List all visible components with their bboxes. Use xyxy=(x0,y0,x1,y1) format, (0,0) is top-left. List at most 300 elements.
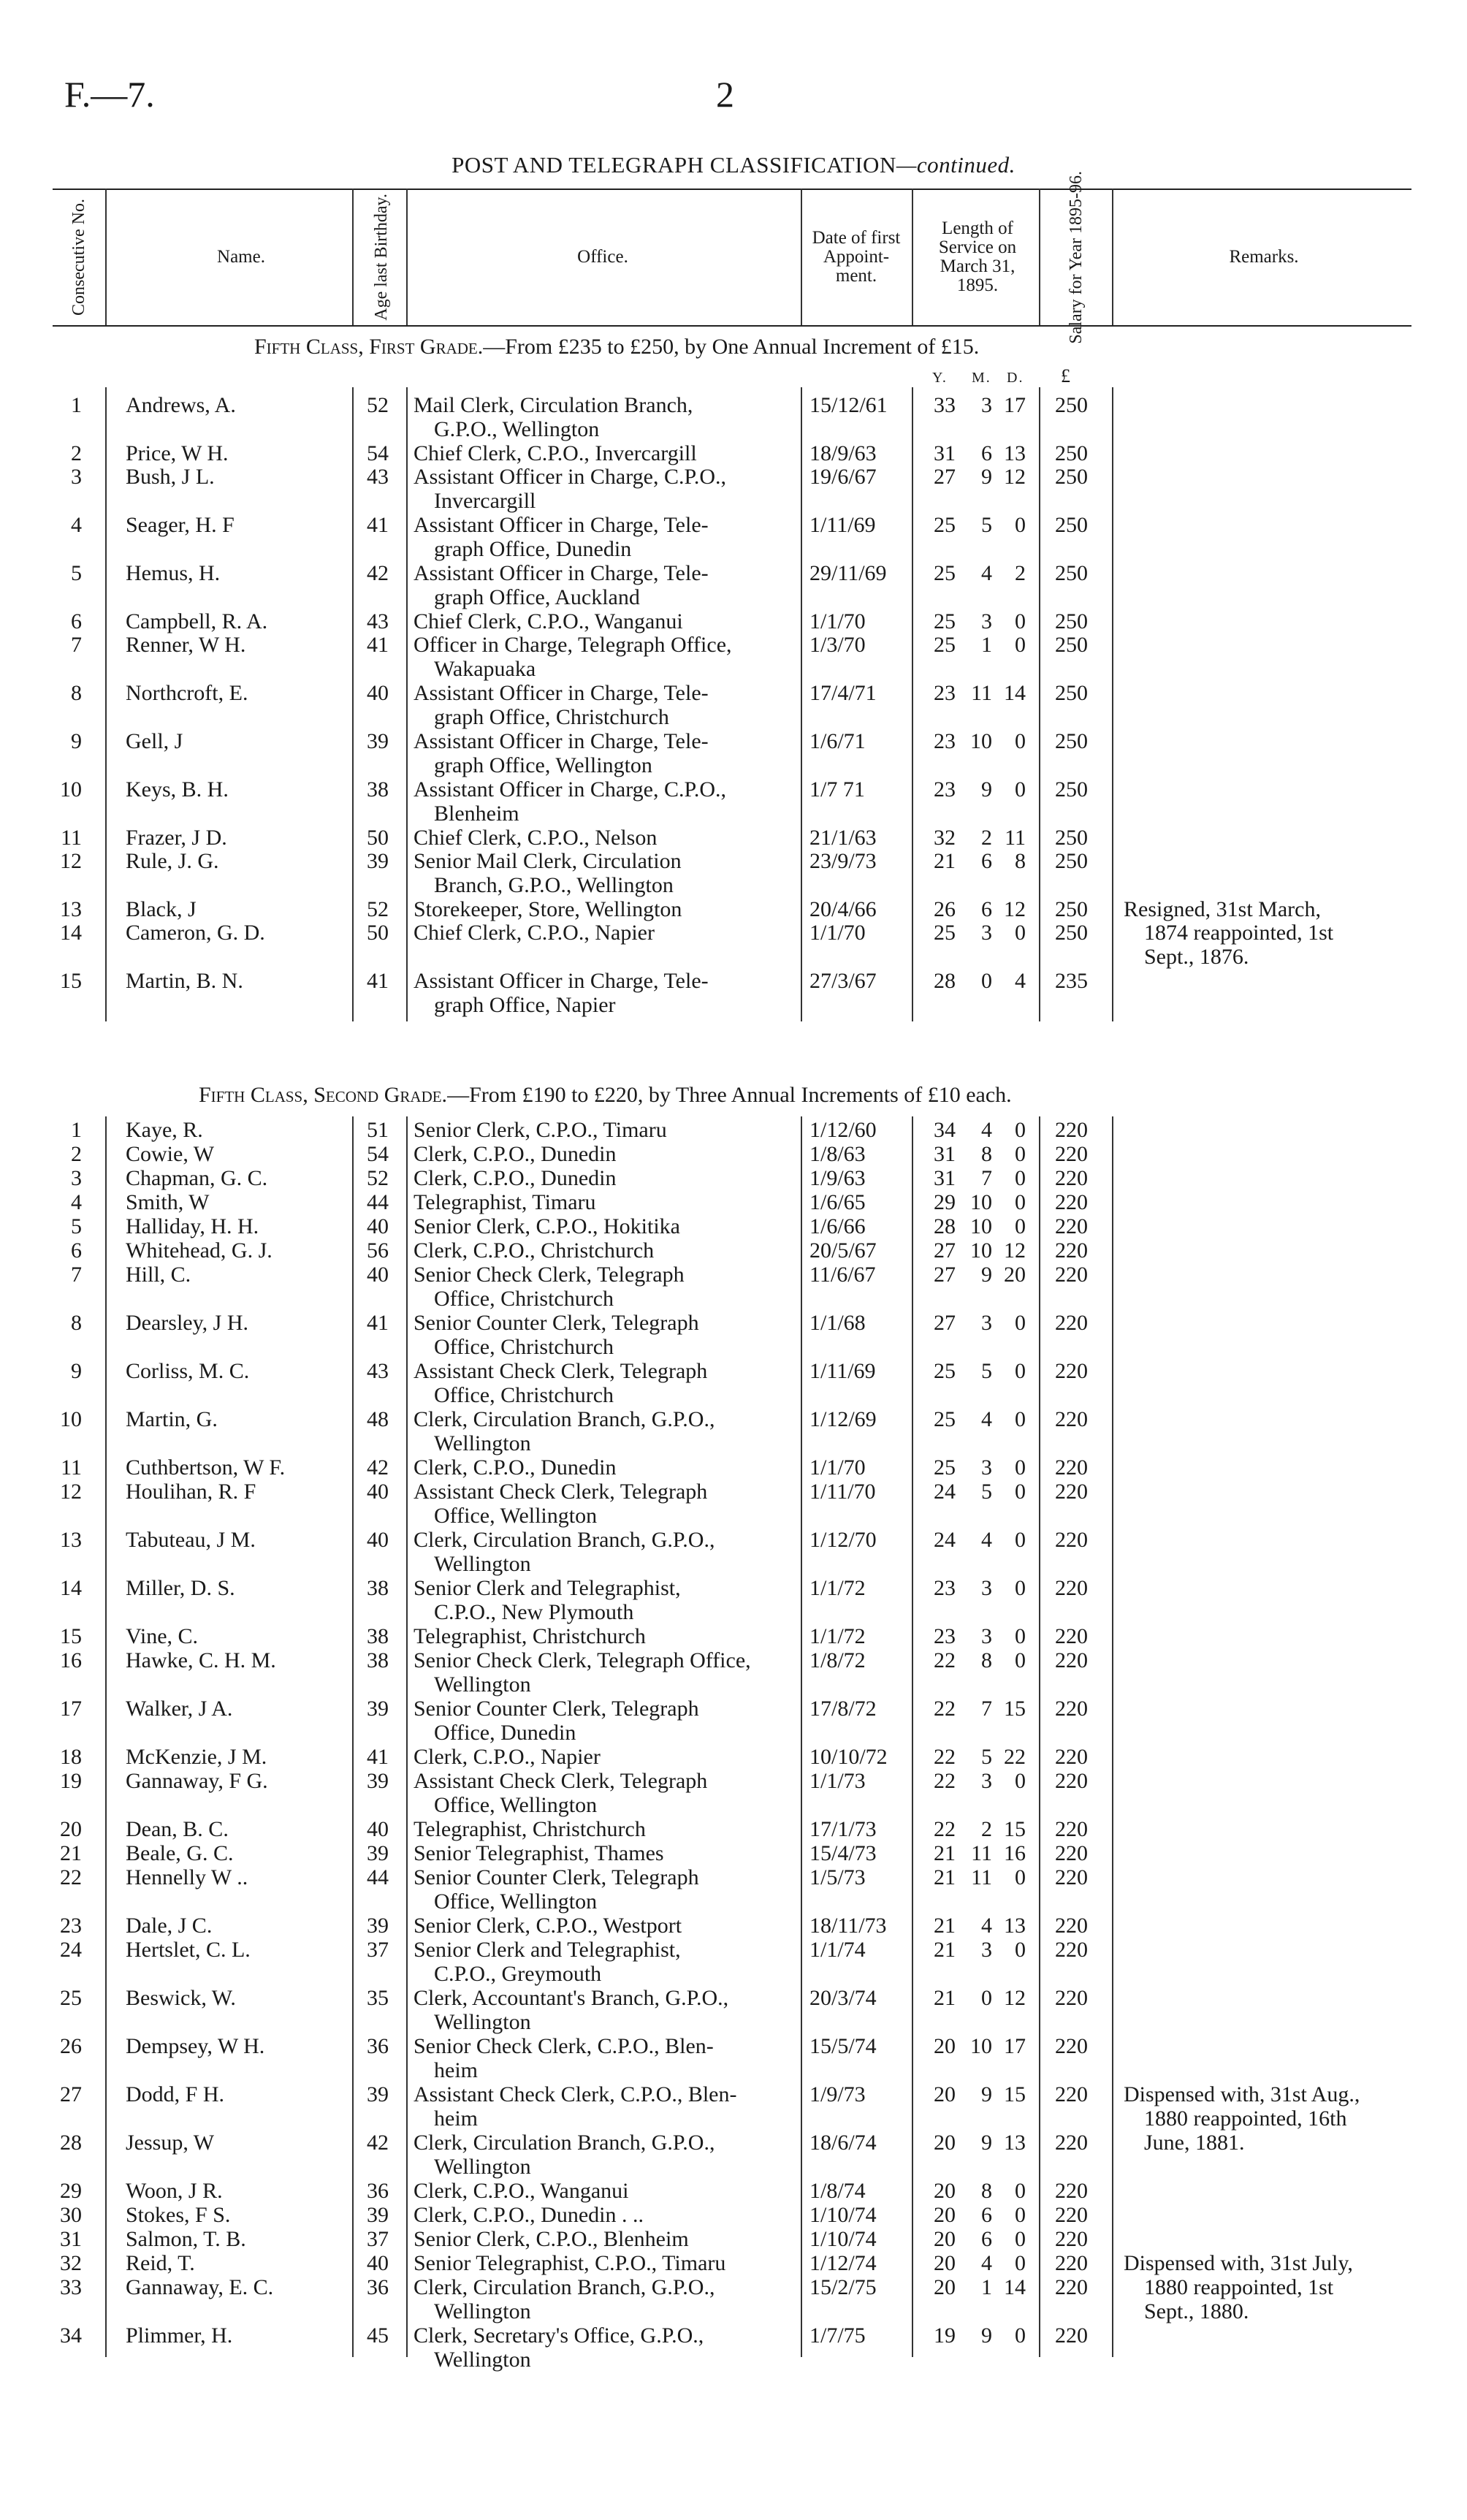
salary: 220 xyxy=(1055,2082,1088,2106)
row-number: 21 xyxy=(60,1841,82,1865)
office-line-2: C.P.O., Greymouth xyxy=(434,1962,602,1986)
service-days: 4 xyxy=(1015,969,1026,993)
service-years: 33 xyxy=(934,393,956,417)
appointment-date: 15/2/75 xyxy=(809,2275,877,2299)
salary: 220 xyxy=(1055,2179,1088,2203)
row-number: 4 xyxy=(71,1190,82,1214)
row-number: 6 xyxy=(71,609,82,633)
service-years: 21 xyxy=(934,1914,956,1938)
office xyxy=(414,2034,795,2082)
row-number: 30 xyxy=(60,2203,82,2227)
rule-no-name-header xyxy=(105,189,107,325)
office-line-1: Clerk, C.P.O., Wanganui xyxy=(414,2179,629,2203)
age: 41 xyxy=(367,513,389,537)
service-years: 27 xyxy=(934,1238,956,1263)
office xyxy=(414,2227,795,2251)
salary: 220 xyxy=(1055,1455,1088,1480)
appointment-date: 19/6/67 xyxy=(809,465,877,489)
office-line-2: Office, Christchurch xyxy=(434,1383,614,1407)
office-line-2: heim xyxy=(434,2106,478,2131)
appointment-date: 17/4/71 xyxy=(809,681,877,705)
office xyxy=(414,777,795,826)
row-number: 18 xyxy=(60,1745,82,1769)
office-line-1: Assistant Officer in Charge, Tele- xyxy=(414,561,709,585)
office xyxy=(414,1311,795,1359)
salary: 250 xyxy=(1055,921,1088,945)
office xyxy=(414,465,795,513)
office-line-1: Chief Clerk, C.P.O., Invercargill xyxy=(414,441,697,465)
age: 38 xyxy=(367,777,389,802)
service-months: 7 xyxy=(981,1166,992,1190)
service-months: 11 xyxy=(971,1841,992,1865)
service-years: 21 xyxy=(934,1841,956,1865)
row-number: 14 xyxy=(60,921,82,945)
row-number: 25 xyxy=(60,1986,82,2010)
service-days: 14 xyxy=(1004,681,1026,705)
employee-name: Gell, J xyxy=(126,729,183,753)
office-line-2: Blenheim xyxy=(434,802,519,826)
service-years: 21 xyxy=(934,1986,956,2010)
office-line-1: Senior Clerk, C.P.O., Blenheim xyxy=(414,2227,689,2251)
employee-name: Salmon, T. B. xyxy=(126,2227,246,2251)
service-days: 17 xyxy=(1004,393,1026,417)
service-months: 9 xyxy=(981,1263,992,1287)
office-line-1: Clerk, Circulation Branch, G.P.O., xyxy=(414,1528,715,1552)
rule-salary-remarks-s2 xyxy=(1112,1116,1113,2357)
salary: 250 xyxy=(1055,729,1088,753)
salary: 250 xyxy=(1055,393,1088,417)
age: 39 xyxy=(367,1914,389,1938)
row-number: 1 xyxy=(71,1118,82,1142)
appointment-date: 20/5/67 xyxy=(809,1238,877,1263)
age: 52 xyxy=(367,393,389,417)
age: 39 xyxy=(367,2203,389,2227)
remarks xyxy=(1124,921,1414,969)
service-years: 20 xyxy=(934,2179,956,2203)
employee-name: Tabuteau, J M. xyxy=(126,1528,256,1552)
age: 54 xyxy=(367,1142,389,1166)
service-years: 31 xyxy=(934,1166,956,1190)
salary: 250 xyxy=(1055,681,1088,705)
salary: 220 xyxy=(1055,1118,1088,1142)
office xyxy=(414,1455,795,1480)
service-years: 20 xyxy=(934,2082,956,2106)
service-years: 27 xyxy=(934,1311,956,1335)
salary: 220 xyxy=(1055,1359,1088,1383)
rule-no-name-s1 xyxy=(105,387,107,1021)
office xyxy=(414,633,795,681)
header-salary: Salary for Year 1895-96. xyxy=(1067,170,1086,344)
age: 39 xyxy=(367,729,389,753)
service-months: 8 xyxy=(981,1648,992,1672)
office-line-2: Invercargill xyxy=(434,489,536,513)
salary: 220 xyxy=(1055,2227,1088,2251)
appointment-date: 1/1/72 xyxy=(809,1624,866,1648)
service-months: 3 xyxy=(981,1455,992,1480)
service-years: 21 xyxy=(934,1938,956,1962)
salary: 220 xyxy=(1055,1311,1088,1335)
row-number: 31 xyxy=(60,2227,82,2251)
employee-name: Reid, T. xyxy=(126,2251,195,2275)
service-years: 23 xyxy=(934,1624,956,1648)
office-line-2: Office, Christchurch xyxy=(434,1287,614,1311)
salary: 220 xyxy=(1055,1214,1088,1238)
service-months: 9 xyxy=(981,2082,992,2106)
row-number: 13 xyxy=(60,897,82,921)
service-days: 0 xyxy=(1015,609,1026,633)
age: 54 xyxy=(367,441,389,465)
office-line-1: Chief Clerk, C.P.O., Wanganui xyxy=(414,609,683,633)
employee-name: Gannaway, F G. xyxy=(126,1769,268,1793)
service-days: 0 xyxy=(1015,2323,1026,2348)
section-1-title xyxy=(254,335,979,359)
appointment-date: 1/11/70 xyxy=(809,1480,876,1504)
service-days: 12 xyxy=(1004,1986,1026,2010)
office-line-1: Clerk, Circulation Branch, G.P.O., xyxy=(414,1407,715,1431)
employee-name: Houlihan, R. F xyxy=(126,1480,256,1504)
remarks-line-1: 1880 reappointed, 1st xyxy=(1144,2275,1334,2299)
service-years: 27 xyxy=(934,465,956,489)
appointment-date: 27/3/67 xyxy=(809,969,877,993)
service-years: 20 xyxy=(934,2203,956,2227)
service-months: 5 xyxy=(981,1480,992,1504)
section-1-increment: —From £235 to £250, by One Annual Increment of £15. xyxy=(483,335,980,359)
age: 44 xyxy=(367,1865,389,1889)
appointment-date: 1/1/73 xyxy=(809,1769,866,1793)
salary: 250 xyxy=(1055,777,1088,802)
office xyxy=(414,609,795,633)
employee-name: Cameron, G. D. xyxy=(126,921,265,945)
salary: 235 xyxy=(1055,969,1088,993)
row-number: 12 xyxy=(60,1480,82,1504)
service-years: 25 xyxy=(934,1407,956,1431)
salary: 220 xyxy=(1055,1697,1088,1721)
remarks-line-1: Dispensed with, 31st Aug., xyxy=(1124,2082,1360,2106)
service-months: 11 xyxy=(971,1865,992,1889)
header-name: Name. xyxy=(217,246,265,267)
employee-name: Hemus, H. xyxy=(126,561,221,585)
service-months: 8 xyxy=(981,1142,992,1166)
row-number: 3 xyxy=(71,465,82,489)
employee-name: Hawke, C. H. M. xyxy=(126,1648,276,1672)
age: 42 xyxy=(367,2131,389,2155)
header-bottom-rule xyxy=(53,325,1411,327)
age: 42 xyxy=(367,561,389,585)
office-line-1: Senior Clerk, C.P.O., Westport xyxy=(414,1914,682,1938)
salary: 220 xyxy=(1055,2251,1088,2275)
employee-name: Cowie, W xyxy=(126,1142,215,1166)
age: 36 xyxy=(367,2034,389,2058)
office xyxy=(414,1142,795,1166)
age: 50 xyxy=(367,921,389,945)
appointment-date: 1/6/71 xyxy=(809,729,866,753)
age: 45 xyxy=(367,2323,389,2348)
employee-name: Dempsey, W H. xyxy=(126,2034,265,2058)
service-months: 3 xyxy=(981,921,992,945)
appointment-date: 18/11/73 xyxy=(809,1914,887,1938)
office xyxy=(414,1914,795,1938)
service-years: 34 xyxy=(934,1118,956,1142)
service-months: 10 xyxy=(970,1190,992,1214)
office-line-1: Clerk, Circulation Branch, G.P.O., xyxy=(414,2275,715,2299)
service-years: 25 xyxy=(934,633,956,657)
employee-name: Hertslet, C. L. xyxy=(126,1938,251,1962)
remarks-line-1: June, 1881. xyxy=(1144,2131,1245,2155)
office-line-1: Mail Clerk, Circulation Branch, xyxy=(414,393,693,417)
office xyxy=(414,1841,795,1865)
salary: 220 xyxy=(1055,1769,1088,1793)
office-line-1: Assistant Officer in Charge, Tele- xyxy=(414,969,709,993)
service-days: 0 xyxy=(1015,1528,1026,1552)
age: 40 xyxy=(367,1817,389,1841)
office xyxy=(414,441,795,465)
service-days: 0 xyxy=(1015,1118,1026,1142)
appointment-date: 1/12/60 xyxy=(809,1118,877,1142)
rule-office-date-s1 xyxy=(801,387,802,1021)
office-line-2: graph Office, Auckland xyxy=(434,585,640,609)
office-line-1: Senior Telegraphist, C.P.O., Timaru xyxy=(414,2251,726,2275)
service-years: 20 xyxy=(934,2227,956,2251)
service-months: 8 xyxy=(981,2179,992,2203)
age: 39 xyxy=(367,1841,389,1865)
service-months: 11 xyxy=(971,681,992,705)
appointment-date: 17/1/73 xyxy=(809,1817,877,1841)
office-line-1: Assistant Officer in Charge, C.P.O., xyxy=(414,465,727,489)
service-years: 22 xyxy=(934,1745,956,1769)
office-line-1: Assistant Check Clerk, Telegraph xyxy=(414,1769,708,1793)
appointment-date: 1/12/74 xyxy=(809,2251,877,2275)
appointment-date: 1/3/70 xyxy=(809,633,866,657)
office xyxy=(414,1238,795,1263)
employee-name: Kaye, R. xyxy=(126,1118,203,1142)
rule-name-age-s2 xyxy=(352,1116,354,2357)
employee-name: Andrews, A. xyxy=(126,393,236,417)
office-line-1: Telegraphist, Timaru xyxy=(414,1190,596,1214)
page-number: 2 xyxy=(716,74,734,115)
office-line-2: graph Office, Napier xyxy=(434,993,616,1017)
service-months: 1 xyxy=(981,2275,992,2299)
age: 41 xyxy=(367,633,389,657)
service-days: 12 xyxy=(1004,465,1026,489)
office-line-1: Telegraphist, Christchurch xyxy=(414,1817,646,1841)
salary: 220 xyxy=(1055,1407,1088,1431)
salary: 220 xyxy=(1055,1576,1088,1600)
service-days: 0 xyxy=(1015,2251,1026,2275)
service-months: 4 xyxy=(981,1528,992,1552)
office-line-1: Clerk, C.P.O., Dunedin . .. xyxy=(414,2203,644,2227)
office-line-1: Senior Mail Clerk, Circulation xyxy=(414,849,682,873)
row-number: 15 xyxy=(60,969,82,993)
service-months: 4 xyxy=(981,1118,992,1142)
office xyxy=(414,1817,795,1841)
row-number: 9 xyxy=(71,1359,82,1383)
service-months: 9 xyxy=(981,777,992,802)
service-months: 3 xyxy=(981,1576,992,1600)
appointment-date: 18/9/63 xyxy=(809,441,877,465)
salary: 220 xyxy=(1055,1142,1088,1166)
office xyxy=(414,1190,795,1214)
appointment-date: 1/1/70 xyxy=(809,921,866,945)
office-line-1: Clerk, Accountant's Branch, G.P.O., xyxy=(414,1986,729,2010)
employee-name: Woon, J R. xyxy=(126,2179,223,2203)
office-line-1: Chief Clerk, C.P.O., Nelson xyxy=(414,826,658,850)
salary: 250 xyxy=(1055,633,1088,657)
appointment-date: 1/6/66 xyxy=(809,1214,866,1238)
employee-name: Vine, C. xyxy=(126,1624,199,1648)
employee-name: Corliss, M. C. xyxy=(126,1359,250,1383)
title-suffix: —continued. xyxy=(896,152,1016,178)
employee-name: Chapman, G. C. xyxy=(126,1166,268,1190)
office-line-1: Clerk, C.P.O., Dunedin xyxy=(414,1142,617,1166)
service-months: 0 xyxy=(981,1986,992,2010)
service-months: 9 xyxy=(981,2323,992,2348)
header-date-of-appointment: Date of first Appoint-ment. xyxy=(812,227,901,286)
section-2-class-grade: Fifth Class, Second Grade. xyxy=(199,1083,448,1107)
employee-name: Dale, J C. xyxy=(126,1914,213,1938)
employee-name: Bush, J L. xyxy=(126,465,215,489)
service-years: 31 xyxy=(934,1142,956,1166)
service-days: 11 xyxy=(1005,826,1026,850)
office-line-2: graph Office, Wellington xyxy=(434,753,652,777)
row-number: 24 xyxy=(60,1938,82,1962)
service-months: 6 xyxy=(981,849,992,873)
employee-name: Frazer, J D. xyxy=(126,826,227,850)
salary: 250 xyxy=(1055,826,1088,850)
service-days: 17 xyxy=(1004,2034,1026,2058)
header-length-of-service: Length of Service on March 31, 1895. xyxy=(938,218,1017,296)
appointment-date: 1/10/74 xyxy=(809,2203,877,2227)
salary: 250 xyxy=(1055,441,1088,465)
service-days: 0 xyxy=(1015,2227,1026,2251)
age: 40 xyxy=(367,1263,389,1287)
rule-date-service-s1 xyxy=(912,387,913,1021)
service-months: 0 xyxy=(981,969,992,993)
row-number: 19 xyxy=(60,1769,82,1793)
employee-name: Gannaway, E. C. xyxy=(126,2275,274,2299)
service-days: 13 xyxy=(1004,2131,1026,2155)
employee-name: Price, W H. xyxy=(126,441,229,465)
salary: 220 xyxy=(1055,1238,1088,1263)
service-months: 2 xyxy=(981,1817,992,1841)
employee-name: Dean, B. C. xyxy=(126,1817,229,1841)
service-years: 22 xyxy=(934,1648,956,1672)
row-number: 29 xyxy=(60,2179,82,2203)
remarks xyxy=(1124,2131,1414,2155)
service-days: 0 xyxy=(1015,513,1026,537)
row-number: 13 xyxy=(60,1528,82,1552)
age: 36 xyxy=(367,2179,389,2203)
service-days: 0 xyxy=(1015,1938,1026,1962)
age: 40 xyxy=(367,1480,389,1504)
salary: 220 xyxy=(1055,1745,1088,1769)
row-number: 10 xyxy=(60,1407,82,1431)
service-years: 19 xyxy=(934,2323,956,2348)
header-consecutive-no: Consecutive No. xyxy=(69,199,88,316)
office-line-1: Assistant Check Clerk, Telegraph xyxy=(414,1480,708,1504)
age: 39 xyxy=(367,1697,389,1721)
appointment-date: 20/3/74 xyxy=(809,1986,877,2010)
service-days: 8 xyxy=(1015,849,1026,873)
age: 52 xyxy=(367,1166,389,1190)
service-months: 4 xyxy=(981,2251,992,2275)
office xyxy=(414,513,795,561)
service-days: 0 xyxy=(1015,921,1026,945)
service-months: 10 xyxy=(970,1238,992,1263)
office-line-1: Senior Telegraphist, Thames xyxy=(414,1841,664,1865)
office-line-2: G.P.O., Wellington xyxy=(434,417,600,441)
remarks xyxy=(1124,2251,1414,2275)
service-months: 3 xyxy=(981,1938,992,1962)
appointment-date: 1/8/72 xyxy=(809,1648,866,1672)
service-days: 0 xyxy=(1015,1214,1026,1238)
age: 50 xyxy=(367,826,389,850)
rule-service-salary-header xyxy=(1039,189,1040,325)
age: 52 xyxy=(367,897,389,921)
service-years: 20 xyxy=(934,2275,956,2299)
service-days: 12 xyxy=(1004,897,1026,921)
row-number: 5 xyxy=(71,1214,82,1238)
service-months: 10 xyxy=(970,2034,992,2058)
appointment-date: 1/1/74 xyxy=(809,1938,866,1962)
service-years: 25 xyxy=(934,609,956,633)
service-years: 27 xyxy=(934,1263,956,1287)
service-days: 0 xyxy=(1015,1769,1026,1793)
service-years: 22 xyxy=(934,1697,956,1721)
service-years: 20 xyxy=(934,2034,956,2058)
rule-office-date-s2 xyxy=(801,1116,802,2357)
age: 39 xyxy=(367,1769,389,1793)
age: 40 xyxy=(367,1214,389,1238)
salary: 220 xyxy=(1055,2323,1088,2348)
appointment-date: 1/9/73 xyxy=(809,2082,866,2106)
remarks-line-2: Sept., 1880. xyxy=(1144,2299,1249,2323)
age: 37 xyxy=(367,1938,389,1962)
office-line-2: Wellington xyxy=(434,1431,531,1455)
salary: 250 xyxy=(1055,465,1088,489)
office-line-2: Branch, G.P.O., Wellington xyxy=(434,873,674,897)
service-days: 0 xyxy=(1015,1648,1026,1672)
office-line-1: Senior Counter Clerk, Telegraph xyxy=(414,1697,699,1721)
employee-name: Hennelly W .. xyxy=(126,1865,248,1889)
row-number: 34 xyxy=(60,2323,82,2348)
row-number: 5 xyxy=(71,561,82,585)
row-number: 6 xyxy=(71,1238,82,1263)
office xyxy=(414,1624,795,1648)
service-months: 3 xyxy=(981,1624,992,1648)
header-office: Office. xyxy=(577,246,628,267)
salary: 220 xyxy=(1055,2275,1088,2299)
employee-name: Plimmer, H. xyxy=(126,2323,233,2348)
age: 38 xyxy=(367,1648,389,1672)
service-years: 25 xyxy=(934,921,956,945)
office-line-1: Officer in Charge, Telegraph Office, xyxy=(414,633,732,657)
employee-name: Halliday, H. H. xyxy=(126,1214,259,1238)
row-number: 17 xyxy=(60,1697,82,1721)
service-days: 0 xyxy=(1015,1311,1026,1335)
service-days: 20 xyxy=(1004,1263,1026,1287)
employee-name: Keys, B. H. xyxy=(126,777,229,802)
service-years: 25 xyxy=(934,513,956,537)
employee-name: Campbell, R. A. xyxy=(126,609,268,633)
row-number: 26 xyxy=(60,2034,82,2058)
office-line-1: Telegraphist, Christchurch xyxy=(414,1624,646,1648)
age: 35 xyxy=(367,1986,389,2010)
remarks-line-2: Sept., 1876. xyxy=(1144,945,1249,969)
row-number: 7 xyxy=(71,1263,82,1287)
employee-name: Whitehead, G. J. xyxy=(126,1238,273,1263)
rule-age-office-s2 xyxy=(406,1116,408,2357)
office-line-1: Senior Check Clerk, C.P.O., Blen- xyxy=(414,2034,714,2058)
